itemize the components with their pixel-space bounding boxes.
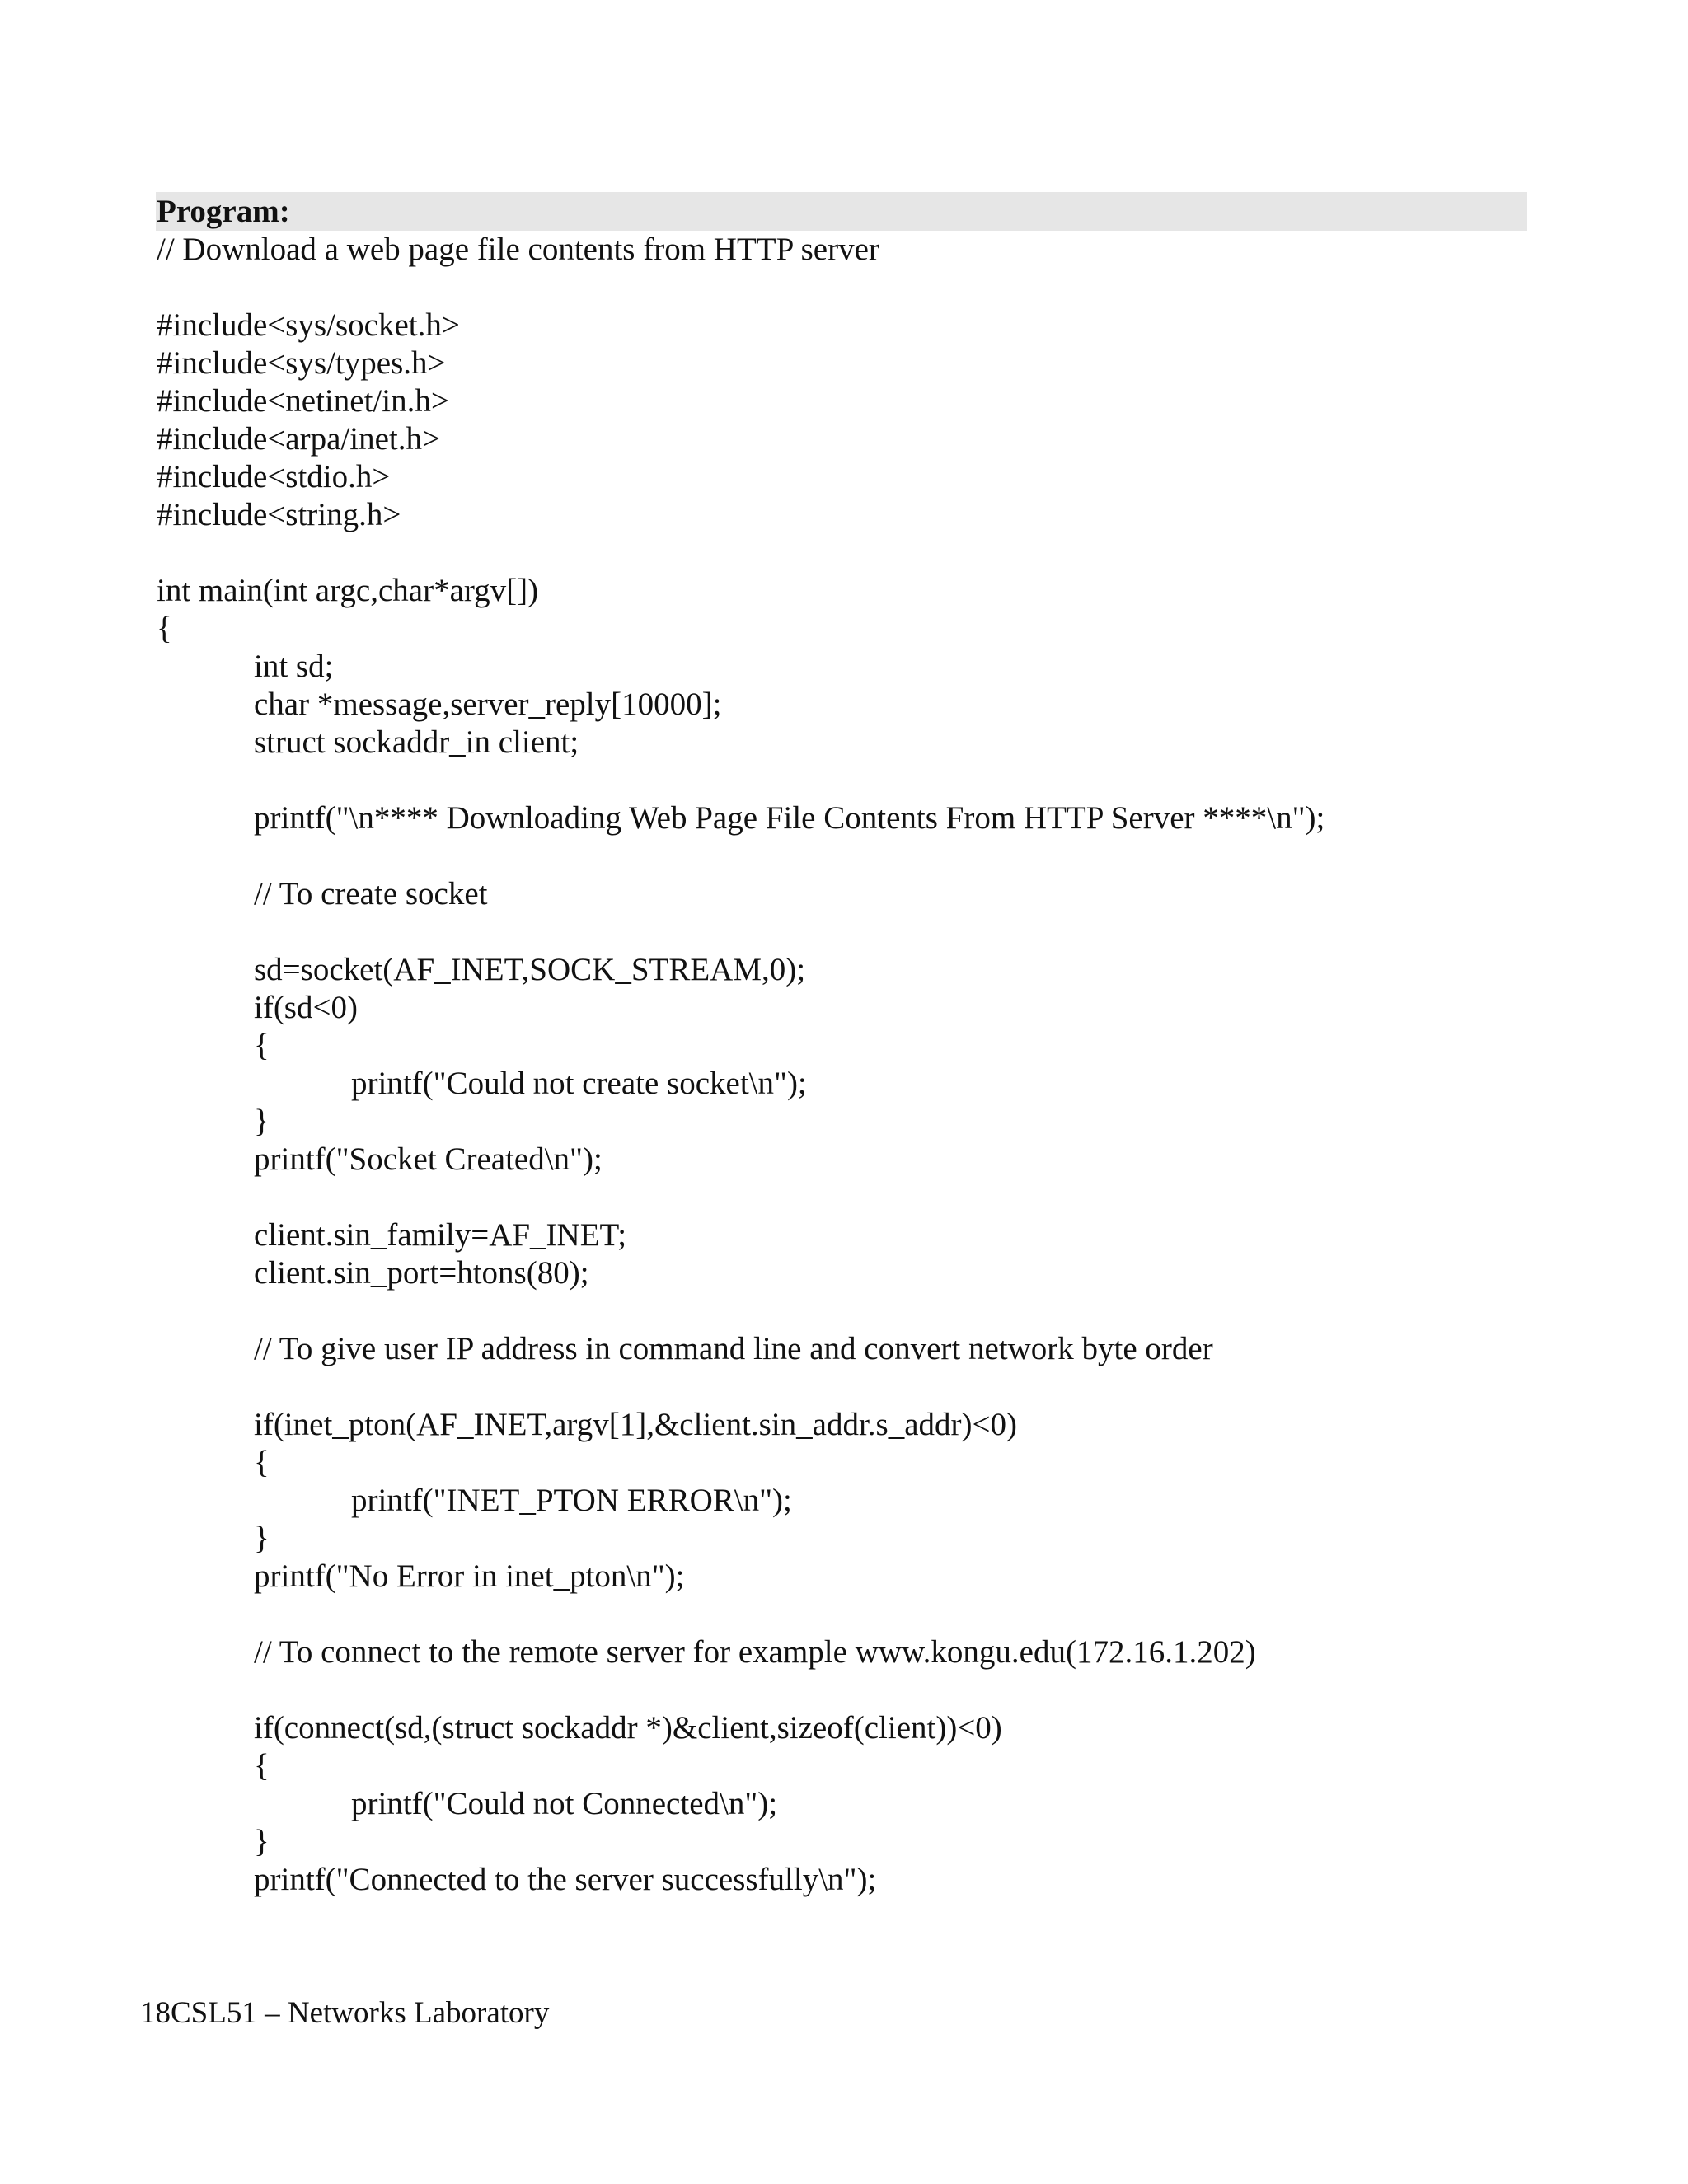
code-line: printf("Could not create socket\n"); — [351, 1066, 807, 1101]
code-line: printf("No Error in inet_pton\n"); — [254, 1558, 685, 1594]
code-line: #include<sys/types.h> — [157, 345, 446, 381]
code-line: printf("Socket Created\n"); — [254, 1141, 603, 1177]
code-line: #include<stdio.h> — [157, 459, 391, 494]
code-line: { — [254, 1445, 270, 1480]
code-line: client.sin_family=AF_INET; — [254, 1217, 627, 1253]
heading-highlight — [156, 192, 1527, 231]
code-line: #include<arpa/inet.h> — [157, 421, 440, 457]
code-line: } — [254, 1521, 270, 1556]
code-line: int main(int argc,char*argv[]) — [157, 573, 539, 608]
code-line: { — [157, 611, 172, 646]
code-line: #include<netinet/in.h> — [157, 383, 449, 419]
code-line: printf("Could not Connected\n"); — [351, 1786, 778, 1821]
code-line: printf("INET_PTON ERROR\n"); — [351, 1483, 792, 1518]
code-line — [157, 837, 1528, 875]
code-line — [157, 762, 1528, 799]
code-line — [157, 1292, 1528, 1330]
code-line: char *message,server_reply[10000]; — [254, 687, 722, 722]
code-line — [157, 1596, 1528, 1633]
code-line — [157, 1368, 1528, 1406]
code-line: { — [254, 1028, 270, 1063]
code-line: printf("Connected to the server successfully\n"); — [254, 1862, 877, 1897]
code-line: // Download a web page file contents from HTTP server — [157, 232, 879, 267]
code-line: #include<sys/socket.h> — [157, 307, 460, 343]
code-line: printf("\n**** Downloading Web Page File Contents From HTTP Server ****\n"); — [254, 800, 1325, 836]
code-line: int sd; — [254, 649, 334, 684]
code-line — [157, 913, 1528, 951]
code-line: sd=socket(AF_INET,SOCK_STREAM,0); — [254, 952, 806, 987]
program-heading: Program: — [157, 194, 290, 229]
code-line — [157, 1671, 1528, 1709]
code-line: if(inet_pton(AF_INET,argv[1],&client.sin_addr.s_addr)<0) — [254, 1407, 1018, 1442]
code-line: #include<string.h> — [157, 497, 401, 532]
code-line: } — [254, 1824, 270, 1859]
code-line: struct sockaddr_in client; — [254, 724, 579, 760]
code-line: if(sd<0) — [254, 990, 358, 1025]
code-line: // To give user IP address in command line and convert network byte order — [254, 1331, 1213, 1366]
code-listing — [157, 231, 1528, 1899]
code-line — [157, 534, 1528, 572]
code-line — [157, 1179, 1528, 1216]
page-footer: 18CSL51 – Networks Laboratory — [140, 1996, 550, 2030]
code-line: } — [254, 1104, 270, 1139]
code-line: // To create socket — [254, 876, 488, 912]
code-line: { — [254, 1748, 270, 1783]
code-line: if(connect(sd,(struct sockaddr *)&client,sizeof(client))<0) — [254, 1710, 1002, 1746]
code-line: client.sin_port=htons(80); — [254, 1255, 589, 1291]
code-line — [157, 269, 1528, 307]
code-line: // To connect to the remote server for example www.kongu.edu(172.16.1.202) — [254, 1634, 1256, 1670]
